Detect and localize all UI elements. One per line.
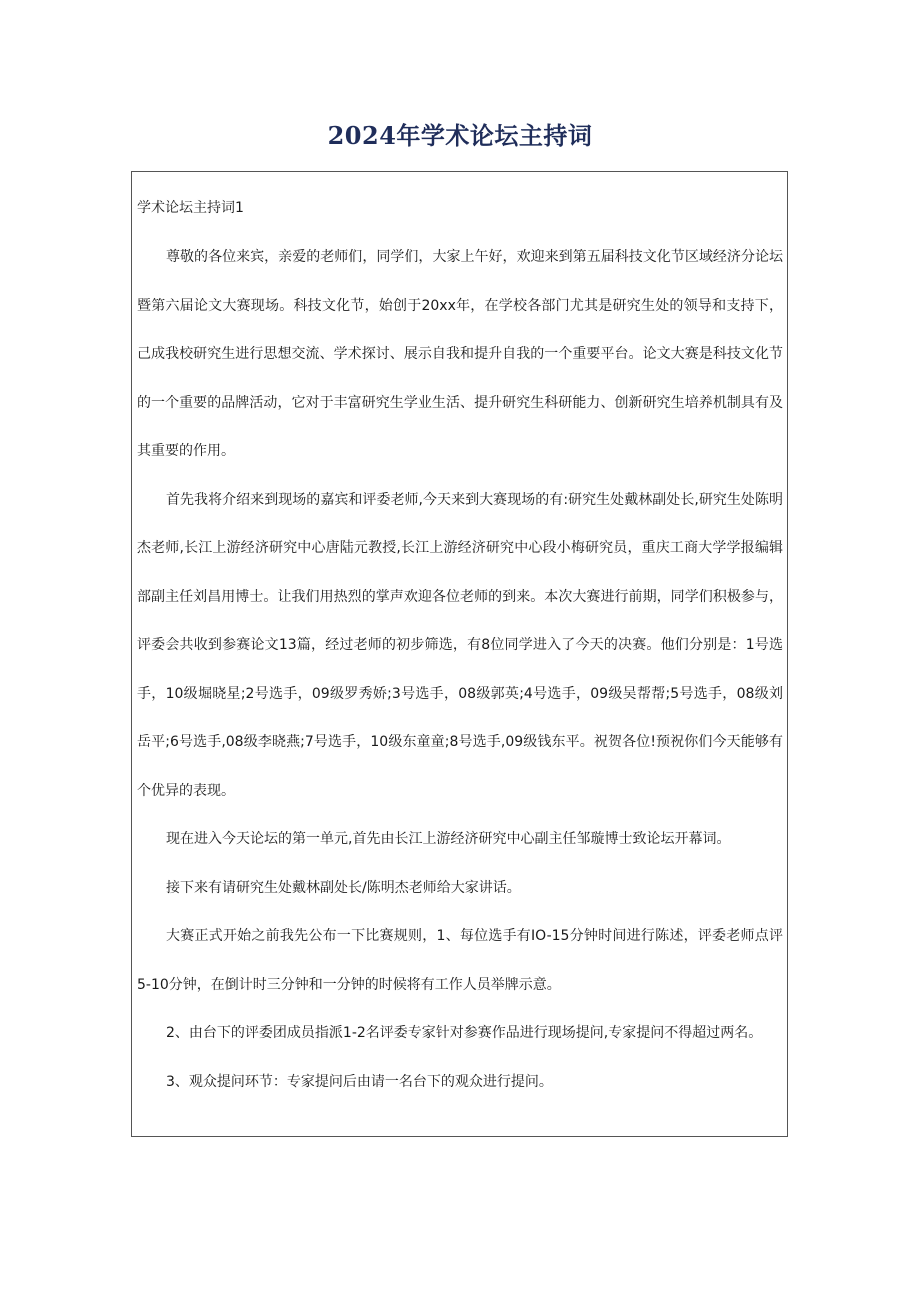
paragraph-first-unit: 现在进入今天论坛的第一单元,首先由长江上游经济研究中心副主任邹璇博士致论坛开幕词。 [166,831,731,847]
paragraph-rule-3: 3、观众提问环节：专家提问后由请一名台下的观众进行提问。 [166,1073,553,1090]
section-heading: 学术论坛主持词1 [137,200,244,216]
paragraph-rule-1: 大赛正式开始之前我先公布一下比赛规则，1、每位选手有IO-15分钟时间进行陈述，评委老师点评5-10分钟，在倒计时三分钟和一分钟的时候将有工作人员举牌示意。 [137,928,783,993]
paragraph-welcome: 尊敬的各位来宾，亲爱的老师们，同学们，大家上午好，欢迎来到第五届科技文化节区域经济分论坛暨第六届论文大赛现场。科技文化节，始创于20xx年，在学校各部门尤其是研究生处的领导和支持下，己成我校研究生进行思想交流、学术探讨、展示自我和提升自我的一个重要平台。论文大赛是科技文化节的一个重要的品牌活动，它对于丰富研究生学业生活、提升研究生科研能力、创新研究生培养机制具有及其重要的作用。 [137,249,783,459]
paragraph-speech: 接下来有请研究生处戴林副处长/陈明杰老师给大家讲话。 [166,879,521,896]
document-title: 2024年学术论坛主持词 [327,121,593,150]
paragraph-guests: 首先我将介绍来到现场的嘉宾和评委老师,今天来到大赛现场的有:研究生处戴林副处长,研究生处陈明杰老师,长江上游经济研究中心唐陆元教授,长江上游经济研究中心段小梅研究员，重庆工商大学学报编辑部副主任刘昌用博士。让我们用热烈的掌声欢迎各位老师的到来。本次大赛进行前期，同学们积极参与，评委会共收到参赛论文13篇，经过老师的初步筛选，有8位同学进入了今天的决赛。他们分别是：1号选手，10级堀晓星;2号选手，09级罗秀娇;3号选手，08级郭英;4号选手，09级吴帮帮;5号选手，08级刘岳平;6号选手,08级李晓燕;7号选手，10级东童童;8号选手,09级钱东平。祝贺各位!预祝你们今天能够有个优异的表现。 [137,491,783,799]
content-frame [131,171,788,1137]
paragraph-rule-2: 2、由台下的评委团成员指派1-2名评委专家针对参赛作品进行现场提问,专家提问不得超过两名。 [166,1025,763,1041]
